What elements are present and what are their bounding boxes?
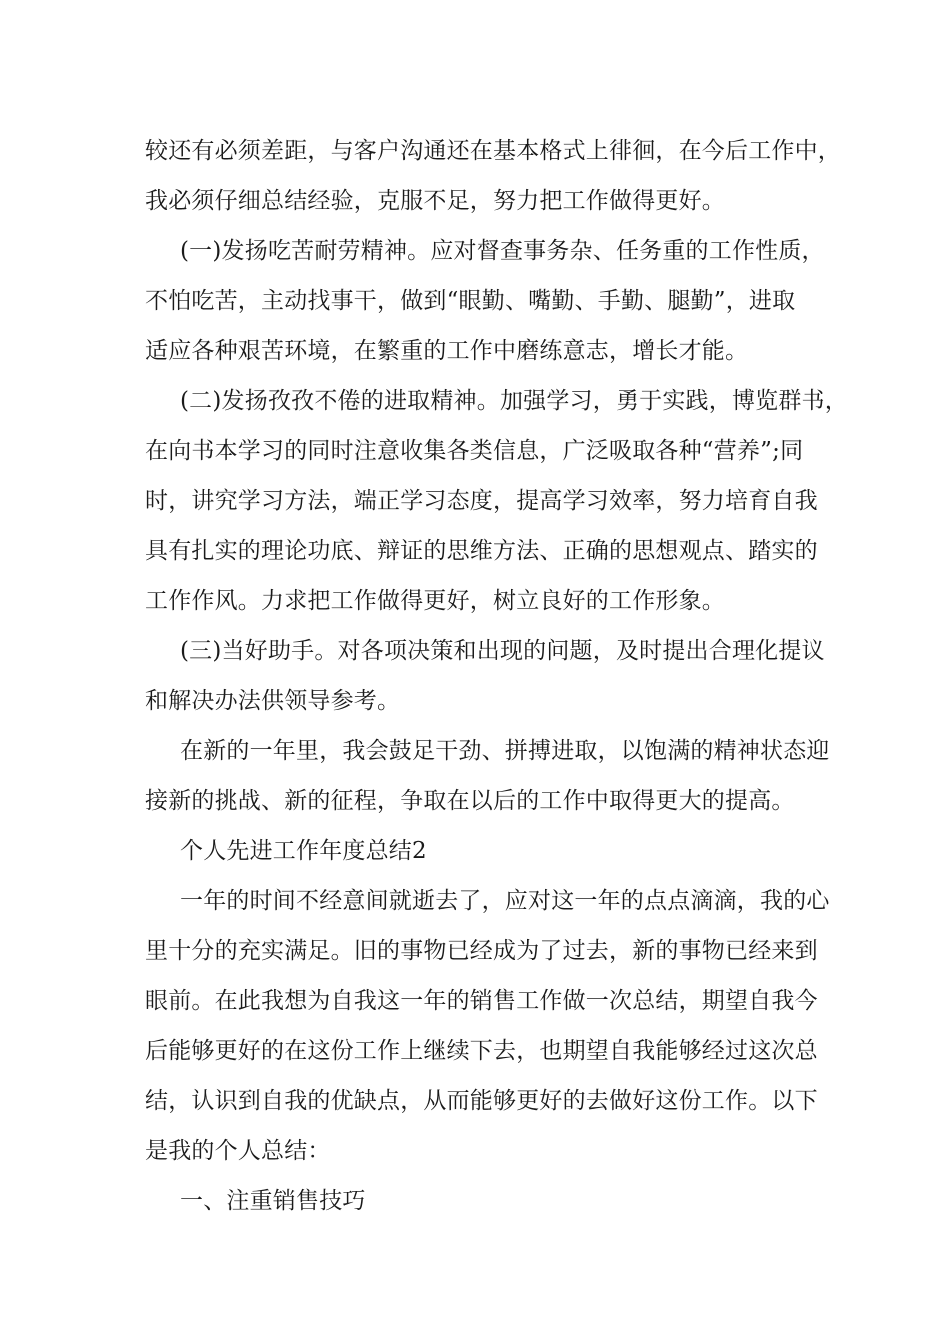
text-line: 和解决办法供领导参考。 [145, 688, 401, 714]
text-line: 较还有必须差距，与客户沟通还在基本格式上徘徊，在今后工作中， [145, 138, 841, 164]
subsection-heading: 一、注重销售技巧 [180, 1188, 366, 1214]
paragraph-start: 在新的一年里，我会鼓足干劲、拼搏进取，以饱满的精神状态迎 [180, 738, 830, 764]
text-line: 不怕吃苦，主动找事干，做到“眼勤、嘴勤、手勤、腿勤”，进取 [145, 288, 796, 314]
text-line: 是我的个人总结： [145, 1138, 331, 1164]
text-line: 结，认识到自我的优缺点，从而能够更好的去做好这份工作。以下 [145, 1088, 818, 1114]
text-line: 里十分的充实满足。旧的事物已经成为了过去，新的事物已经来到 [145, 938, 818, 964]
paragraph-heading: (二)发扬孜孜不倦的进取精神。加强学习，勇于实践，博览群书， [180, 388, 848, 414]
text-line: 工作作风。力求把工作做得更好，树立良好的工作形象。 [145, 588, 725, 614]
text-line: 具有扎实的理论功底、辩证的思维方法、正确的思想观点、踏实的 [145, 538, 818, 564]
text-line: 在向书本学习的同时注意收集各类信息，广泛吸取各种“营养”;同 [145, 438, 804, 464]
text-line: 适应各种艰苦环境，在繁重的工作中磨练意志，增长才能。 [145, 338, 749, 364]
paragraph-start: 一年的时间不经意间就逝去了，应对这一年的点点滴滴，我的心 [180, 888, 830, 914]
section-title: 个人先进工作年度总结2 [180, 838, 427, 864]
paragraph-heading: (一)发扬吃苦耐劳精神。应对督查事务杂、任务重的工作性质， [180, 238, 825, 264]
text-line: 我必须仔细总结经验，克服不足，努力把工作做得更好。 [145, 188, 725, 214]
text-line: 时，讲究学习方法，端正学习态度，提高学习效率，努力培育自我 [145, 488, 818, 514]
paragraph-heading: (三)当好助手。对各项决策和出现的问题，及时提出合理化提议 [180, 638, 825, 664]
text-line: 眼前。在此我想为自我这一年的销售工作做一次总结，期望自我今 [145, 988, 818, 1014]
text-line: 后能够更好的在这份工作上继续下去，也期望自我能够经过这次总 [145, 1038, 818, 1064]
text-line: 接新的挑战、新的征程，争取在以后的工作中取得更大的提高。 [145, 788, 795, 814]
